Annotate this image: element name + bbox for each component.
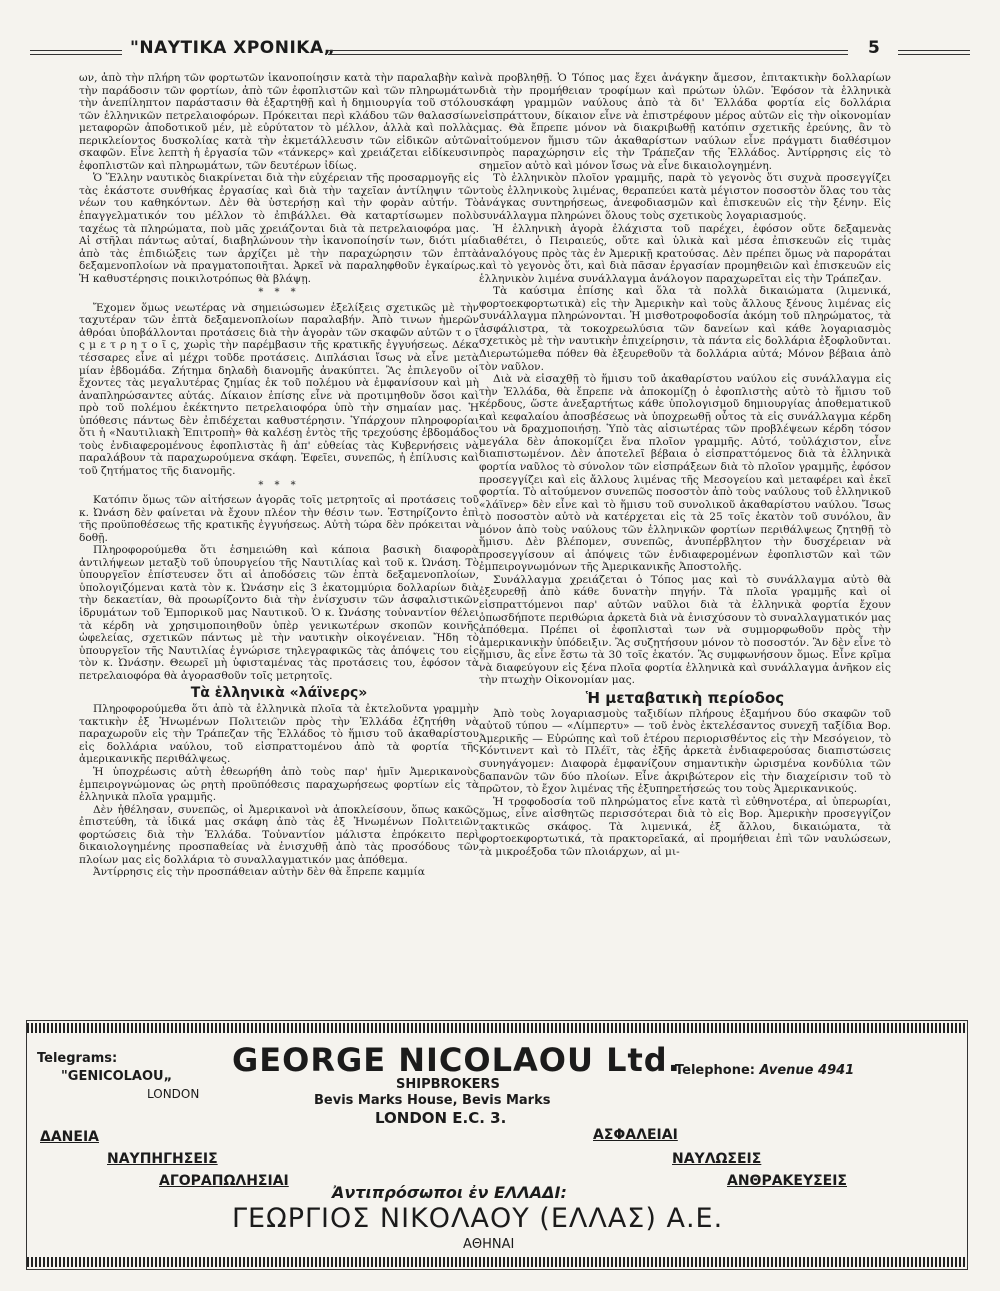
ad-service-right: ΝΑΥΛΩΣΕΙΣ [672,1151,762,1167]
ad-greek-firm: ΓΕΩΡΓΙΟΣ ΝΙΚΟΛΑΟΥ (ΕΛΛΑΣ) Α.Ε. [232,1203,724,1234]
ad-service-right: ΑΣΦΑΛΕΙΑΙ [593,1127,678,1143]
ad-telephone [675,1063,854,1078]
article-paragraph: Τὰ καύσιμα ἐπίσης καὶ ὅλα τὰ πολλὰ δικαιώματα (λιμενικά, φορτοεκφορτωτικὰ) εἰς τὴν Ἀμερικὴν καὶ τοὺς ἄλλους ξένους λιμένας εἰς συνάλλαγμα πληρώνονται. Ἡ μισθοτροφοδοσία ἀκόμη τοῦ πληρώματος, τὰ ἀσφάλιστρα, τὰ τοκοχρεωλύσια τῶν δανείων καὶ κάθε λογαριασμὸς σχετικὸς μὲ τὴν ναυτικὴν ἐπιχείρησιν, τὰ πάντα εἰς δολλάρια ἐξοφλοῦνται. Διερωτώμεθα πόθεν θὰ ἐξευρεθοῦν τὰ δολλάρια αὐτά; Μόνον βέβαια ἀπὸ τὸν ναῦλον. [479,285,891,373]
ad-representatives: Ἀντιπρόσωποι ἐν ΕΛΛΑΔΙ: [332,1183,567,1202]
article-paragraph: Πληροφορούμεθα ὅτι ἀπὸ τὰ ἑλληνικὰ πλοῖα τὰ ἐκτελοῦντα γραμμὴν τακτικὴν ἐξ Ἡνωμένων Πολιτειῶν πρὸς τὴν Ἑλλάδα ἐζητήθη νὰ παραχωροῦν εἰς τὴν Τράπεζαν τῆς Ἑλλάδος τὸ ἥμισυ τοῦ ἀκαθαρίστου εἰς δολλάρια ναύλου, τοῦ εἰσπραττομένου ἀπὸ τὰ φορτία τῆς ἀμερικανικῆς περιθάλψεως. [79,703,479,766]
ad-shipbrokers: SHIPBROKERS [396,1077,500,1092]
article-paragraph: Ἀντίρρησις εἰς τὴν προσπάθειαν αὐτὴν δὲν θὰ ἔπρεπε καμμία [93,866,425,879]
ad-address: Bevis Marks House, Bevis Marks [314,1093,551,1108]
ad-border-band-bottom [27,1257,967,1267]
ad-service-right: ΑΝΘΡΑΚΕΥΣΕΙΣ [727,1173,847,1189]
masthead-rule-middle [328,50,848,55]
section-separator: * * * [258,287,300,299]
article-paragraph: νὰ προβληθῇ. Ὁ Τόπος μας ἔχει ἀνάγκην ἄμεσον, ἐπιτακτικὴν δολλαρίων διὰ τὴν προμήθειαν τροφίμων καὶ πρώτων ὑλῶν. Ἐφόσον τὰ ἑλληνικὰ σκάφη γραμμῶν ναύλους ἀπὸ τὰ δι' Ἑλλάδα φορτία εἰς δολλάρια εἰσπράττουν, δίκαιον εἶνε νὰ ἐπιστρέφουν μέρος αὐτῶν εἰς τὴν οἰκονομίαν μας. Θὰ ἔπρεπε μόνον νὰ διακριβωθῇ κατόπιν σχετικῆς ἐρεύνης, ἂν τὸ αἰτούμενον ἥμισυ τῶν ἀκαθαρίστων ναύλων εἶνε πράγματι διαθέσιμον πρὸς παραχώρησιν εἰς τὴν Τράπεζαν τῆς Ἑλλάδος. Ἀντίρρησις εἰς τὸ σημεῖον αὐτὸ καὶ μόνον ἴσως νὰ εἶνε δικαιολογημένη. [479,72,891,172]
article-paragraph: Ἡ τροφοδοσία τοῦ πληρώματος εἶνε κατὰ τὶ εὐθηνοτέρα, αἱ ὑπερωρίαι, ὅμως, εἶνε αἰσθητῶς περισσότεραι διὰ τὸ εἰς Βορ. Ἀμερικὴν προσεγγίζον τακτικῶς σκάφος. Τὰ λιμενικά, ἐξ ἄλλου, δικαιώματα, τὰ φορτοεκφορτωτικά, τὰ πρακτορεῖακά, αἱ προμήθειαι ἐπὶ τῶν ναυλώσεων, τὰ μικροέξοδα τῶν πλοιάρχων, αἱ μι- [479,795,891,858]
article-paragraph: Ἀπὸ τοὺς λογαριασμοὺς ταξιδίων πλήρους ἑξαμήνου δύο σκαφῶν τοῦ αὐτοῦ τύπου — «Λίμπερτυ» — τοῦ ἑνὸς ἐκτελέσαντος συνεχῆ ταξίδια Βορ. Ἀμερικῆς — Εὐρώπης καὶ τοῦ ἑτέρου περιορισθέντος εἰς τὴν Μεσόγειον, τὸ Κόντινεντ καὶ τὸ Πλέϊτ, τὰς ἐξῆς ἀρκετὰ ἐνδιαφερούσας διαπιστώσεις συνηγάγομεν: Διαφορὰ ἐμφανίζουν σημαντικὴν ὡρισμένα κονδύλια τῶν δαπανῶν τῶν δύο πλοίων. Εἶνε ἀκριβώτερον εἰς τὴν διαχείρισιν τοῦ τὸ πρῶτον, τὸ ἔχον λιμένας τῆς ἐξυπηρετήσεώς του τοὺς Ἀμερικανικούς. [479,707,891,796]
ad-telegrams-city: LONDON [147,1087,200,1101]
article-paragraph: Συνάλλαγμα χρειάζεται ὁ Τόπος μας καὶ τὸ συνάλλαγμα αὐτὸ θὰ ἐξευρεθῇ ἀπὸ κάθε δυνατὴν πηγήν. Τὰ πλοῖα γραμμῆς καὶ οἱ εἰσπραττόμενοι παρ' αὐτῶν ναῦλοι διὰ τὰ ἑλληνικὰ φορτία ἔχουν ὁπωσδήποτε περιθώρια ἀρκετὰ διὰ νὰ ἐνισχύσουν τὸ συναλλαγματικόν μας ἀπόθεμα. Πρέπει οἱ ἐφοπλισταὶ των νὰ συμμορφωθοῦν πρὸς τὴν ἀμερικανικὴν ὑπόδειξιν. Ἂς συζητήσουν μόνον τὸ ποσοστόν. Ἂν δὲν εἶνε τὸ ἥμισυ, ἂς εἶνε ἔστω τὰ 30 τοῖς ἑκατόν. Ἂς συμφωνήσουν ὅμως. Εἶνε κρῖμα νὰ διαφεύγουν εἰς ξένα πλοῖα φορτία ἑλληνικὰ καὶ συνάλλαγμα ἀνῆκον εἰς τὴν πτωχὴν Οἰκονομίαν μας. [479,573,891,687]
article-paragraph: Ἔχομεν ὅμως νεωτέρας νὰ σημειώσωμεν ἐξελίξεις σχετικῶς μὲ τὴν ταχυτέραν τῶν ἑπτὰ δεξαμενοπλοίων παραλαβήν. Ἀπὸ τινων ἡμερῶν ἀθρόαι ὑποβάλλονται προτάσεις διὰ τὴν ἀγορὰν τῶν σκαφῶν αὐτῶν τ ο ῖ ς μ ε τ ρ η τ ο ῖ ς, χωρὶς τὴν παρέμβασιν τῆς κρατικῆς ἐγγυήσεως. Δέκα τέσσαρες εἶνε αἱ μέχρι τοῦδε προτάσεις. Διπλάσιαι ἴσως νὰ εἶνε μετὰ μίαν ἑβδομάδα. Ζήτημα δηλαδὴ διανομῆς ἀνακύπτει. Ἂς ἐπιλεγοῦν οἱ ἔχοντες τὰς μεγαλυτέρας ζημίας ἐκ τοῦ πολέμου νὰ ἐμφανίσουν καὶ μὴ ἀναπληρώσαντες αὐτάς. Δίκαιον ἐπίσης εἶνε νὰ προτιμηθοῦν ὅσοι καὶ πρὸ τοῦ πολέμου ἐκέκτηντο πετρελαιοφόρα ὑπὸ τὴν σημαίαν μας. Ἡ ὑπόθεσις πάντως δὲν ἐπιδέχεται καθυστέρησιν. Ὑπάρχουν πληροφορίαι ὅτι ἡ «Ναυτιλιακὴ Ἐπιτροπὴ» θὰ καλέσῃ ἐντὸς τῆς τρεχούσης ἑβδομάδος τοὺς ἐνδιαφερομένους ἐφοπλιστὰς ἢ ἀπ' εὐθείας τὰς Κυβερνήσεις νὰ παραλάβουν τὰ παραχωρούμενα σκάφη. Ἐφεῖει, συνεπῶς, ἡ ἐπίλυσις καὶ τοῦ ζητήματος τῆς διανομῆς. [79,301,479,477]
ad-telephone-number: Avenue 4941 [759,1063,855,1078]
page-number: 5 [868,38,880,58]
article-paragraph: ων, ἀπὸ τὴν πλήρη τῶν φορτωτῶν ἱκανοποίησιν κατὰ τὴν παραλαβὴν καὶ τὴν παράδοσιν τῶν φορτίων, ἀπὸ τῶν ἐφοπλιστῶν καὶ τῶν πληρωμάτων τὴν ἀνεπίληπτον παράστασιν θὰ ἐξαρτηθῇ καὶ ἡ δημιουργία τοῦ στόλου τῶν ἑλληνικῶν πετρελαιοφόρων. Πρόκειται περὶ κλάδου τῶν θαλασσίων μεταφορῶν ἀποδοτικοῦ μέν, μὲ εὐρύτατον τὸ μέλλον, ἀλλὰ καὶ πολλὰς περικλείοντος δυσκολίας κατὰ τὴν ἐκμετάλλευσιν τῶν εἰδικῶν αὐτῶν σκαφῶν. Εἶνε λεπτὴ ἡ ἐργασία τῶν «τάνκερς» καὶ χρειάζεται εἰδίκευσιν ἐφοπλιστῶν καὶ πληρωμάτων, τῶν δευτέρων ἰδίως. [79,72,479,172]
article-paragraph: Κατόπιν ὅμως τῶν αἰτήσεων ἀγορᾶς τοῖς μετρητοῖς αἱ προτάσεις τοῦ κ. Ὠνάση δὲν φαίνεται νὰ ἔχουν πλέον τὴν θέσιν των. Ἐστηρίζοντο ἐπὶ τῆς προϋποθέσεως τῆς κρατικῆς ἐγγυήσεως. Αὐτὴ τώρα δὲν πρόκειται νὰ δοθῇ. [79,494,479,544]
masthead-rule-right [898,50,970,55]
masthead [30,38,970,64]
article-paragraph: Ἡ ἑλληνικὴ ἀγορὰ ἐλάχιστα τοῦ παρέχει, ἐφόσον οὔτε δεξαμενὰς διαθέτει, ὁ Πειραιεύς, οὔτε καὶ ὑλικὰ καὶ μέσα ἐπισκευῶν εἰς τιμὰς ἀναλόγους πρὸς τὰς ἐν Ἀμερικῇ κρατούσας. Δὲν πρέπει ὅμως νὰ παροράται καὶ τὸ γεγονὸς ὅτι, καὶ διὰ πᾶσαν ἐργασίαν προμηθειῶν καὶ ἐπισκευῶν εἰς ἑλληνικὸν λιμένα συνάλλαγμα ἀνάλογον παραχωρεῖται εἰς τὴν Τράπεζαν. [479,222,891,285]
right-column [479,72,891,858]
masthead-rule-left [30,50,122,55]
article-paragraph: Ἡ ὑποχρέωσις αὐτὴ ἐθεωρήθη ἀπὸ τοὺς παρ' ἡμῖν Ἀμερικανοὺς ἐμπειρογνώμονας ὡς ρητὴ προϋπόθεσις παραχωρήσεως φορτίων εἰς τὰ ἑλληνικὰ πλοῖα γραμμῆς. [79,765,479,804]
ad-london: LONDON E.C. 3. [375,1109,507,1127]
ad-company-name: GEORGE NICOLAOU Ltd. [232,1041,681,1079]
subheading-transition-period: Ἡ μεταβατικὴ περίοδος [585,688,785,707]
ad-telegrams-label: Telegrams: [37,1051,118,1066]
left-column [79,72,479,879]
ad-border-band-top [27,1023,967,1033]
article-paragraph: Ὁ Ἕλλην ναυτικὸς διακρίνεται διὰ τὴν εὐχέρειαν τῆς προσαρμογῆς εἰς τὰς ἑκάστοτε συνθήκας ἐργασίας καὶ διὰ τὴν ταχεῖαν ἀντίληψιν τῶν νέων του καθηκόντων. Δὲν θὰ ὑστερήσῃ καὶ τὴν φορὰν αὐτήν. Τὸ ἐπαγγελματικόν του μέλλον τὸ ἐπιβάλλει. Θὰ καταρτίσωμεν πολὺ ταχέως τὰ πληρώματα, ποὺ μᾶς χρειάζονται διὰ τὰ πετρελαιοφόρα μας. Αἱ στῆλαι πάντως αὐταί, διαβηλώνουν τὴν ἱκανοποίησίν των, διότι μία ἀπὸ τὰς ἐπιδιώξεις των ἀρχίζει μὲ τὴν παραχώρησιν τῶν ἑπτὰ δεξαμενοπλοίων νὰ πραγματοποιῆται. Ἀρκεῖ νὰ παραληφθοῦν ἐγκαίρως. Ἡ καθυστέρησις ποικιλοτρόπως θὰ βλάψῃ. [79,172,479,285]
article-paragraph: Πληροφορούμεθα ὅτι ἐσημειώθη καὶ κάποια βασικὴ διαφορὰ ἀντιλήψεων μεταξὺ τοῦ ὑπουργείου τῆς Ναυτιλίας καὶ τοῦ κ. Ὠνάση. Τὸ ὑπουργεῖον ἐπίστευσεν ὅτι αἱ ἀποδόσεις τῶν ἑπτὰ δεξαμενοπλοίων, ὑπολογιζόμεναι κατὰ τὸν κ. Ὠνάσην εἰς 3 ἑκατομμύρια δολλαρίων διὰ τὴν δεκαετίαν, θὰ προωρίζοντο διὰ τὴν ἐνίσχυσιν τῶν ἀσφαλιστικῶν ἱδρυμάτων τοῦ Ἐμπορικοῦ μας Ναυτικοῦ. Ὁ κ. Ὠνάσης τοὐναντίον θέλει τὰ κέρδη νὰ χρησιμοποιηθοῦν ὑπὲρ γενικωτέρων σκοπῶν κοινῆς ὠφελείας, σχετικῶν πάντως μὲ τὴν ναυτικὴν οἰκογένειαν. Ἤδη τὸ ὑπουργεῖον τῆς Ναυτιλίας ἐγνώρισε τηλεγραφικῶς τὰς ἀπόψεις του εἰς τὸν κ. Ὠνάσην. Θεωρεῖ μὴ ὑφισταμένας τὰς προτάσεις του, ἐφόσον τὰ πετρελαιοφόρα θὰ ἀγορασθοῦν τοῖς μετρητοῖς. [79,544,479,682]
ad-service-left: ΑΓΟΡΑΠΩΛΗΣΙΑΙ [159,1173,289,1189]
article-paragraph: Τὸ ἑλληνικὸν πλοῖον γραμμῆς, παρὰ τὸ γεγονὸς ὅτι συχνὰ προσεγγίζει τοὺς ἑλληνικοὺς λιμένας, θεραπεύει κατὰ μέγιστον ποσοστὸν ὅλας του τὰς ἀνάγκας συντηρήσεως, ἀνεφοδιασμῶν καὶ ἐπισκευῶν εἰς τὴν ξένην. Εἰς συνάλλαγμα πληρώνει ὅλους τοὺς σχετικοὺς λογαριασμούς. [479,172,891,223]
article-paragraph: Διὰ νὰ εἰσαχθῇ τὸ ἥμισυ τοῦ ἀκαθαρίστου ναύλου εἰς συνάλλαγμα εἰς τὴν Ἑλλάδα, θὰ ἔπρεπε νὰ ἀποκομίζῃ ὁ ἐφοπλιστὴς αὐτὸ τὸ ἥμισυ τοῦ κέρδους, ὥστε ἀνεξαρτήτως κάθε ὑπολογισμοῦ δημιουργίας ἀποθεματικοῦ καὶ κεφαλαίου ἀποσβέσεως νὰ ὑποχρεωθῇ οὗτος τὰ εἰς συνάλλαγμα κέρδη του νὰ δραχμοποιήσῃ. Ὑπὸ τὰς αἰσιωτέρας τῶν προβλέψεων κέρδη τόσον μεγάλα δὲν ἀποκομίζει ἕνα πλοῖον γραμμῆς. Αὐτό, τοὐλάχιστον, εἶνε διαπιστωμένον. Δὲν ἀποτελεῖ βέβαια ὁ εἰσπραττόμενος διὰ τὰ ἑλληνικὰ φορτία ναῦλος τὸ σύνολον τῶν εἰσπράξεων διὰ τὸ πλοῖον γραμμῆς, ἐφόσον προσεγγίζει καὶ εἰς ἄλλους λιμένας τῆς Μεσογείου καὶ μεταφέρει καὶ ἐκεῖ φορτία. Τὸ αἰτούμενον συνεπῶς ποσοστὸν ἀπὸ τοὺς ναύλους τοῦ ἑλληνικοῦ «λάϊνερ» δὲν εἶνε καὶ τὸ ἥμισυ τοῦ συνολικοῦ ἀκαθαρίστου ναύλου. Ἴσως τὸ ποσοστὸν αὐτὸ νὰ κατέρχεται εἰς τὰ 25 τοῖς ἑκατὸν τοῦ συνόλου, ἂν μόνον ἀπὸ τοὺς ναύλους τῶν ἑλληνικῶν φορτίων περιθάλψεως ζητηθῇ τὸ ἥμισυ. Δὲν βλέπομεν, συνεπῶς, ἀνυπέρβλητον τὴν δυσχέρειαν νὰ προσεγγίσουν αἱ ἀπόψεις τῶν ἐνδιαφερομένων ἐφοπλιστῶν καὶ τῶν ἐμπειρογνωμόνων τῆς Ἀμερικανικῆς Ἀποστολῆς. [479,373,891,574]
article-paragraph: Δὲν ἠθέλησαν, συνεπῶς, οἱ Ἀμερικανοὶ νὰ ἀποκλείσουν, ὅπως κακῶς ἐπιστεύθη, τὰ ἰδικά μας σκάφη ἀπὸ τὰς ἐξ Ἡνωμένων Πολιτειῶν φορτώσεις διὰ τὴν Ἑλλάδα. Τοὐναντίον μάλιστα ἐπρόκειτο περὶ δικαιολογημένης προσπαθείας νὰ ἐνισχυθῇ ἀπὸ τὰς προσόδους τῶν πλοίων μας εἰς δολλάρια τὸ συναλλαγματικόν μας ἀπόθεμα. [79,803,479,866]
publication-title: "ΝΑΥΤΙΚΑ ΧΡΟΝΙΚΑ„ [130,38,336,58]
section-separator: * * * [258,479,300,491]
ad-service-left: ΔΑΝΕΙΑ [40,1129,99,1145]
ad-athens: ΑΘΗΝΑΙ [463,1237,515,1252]
advertisement-box [26,1020,968,1270]
ad-telegrams-name: "GENICOLAOU„ [61,1069,173,1084]
ad-telephone-label: Telephone: [675,1063,755,1078]
ad-service-left: ΝΑΥΠΗΓΗΣΕΙΣ [107,1151,218,1167]
subheading-liners: Τὰ ἑλληνικὰ «λάϊνερς» [190,685,368,702]
